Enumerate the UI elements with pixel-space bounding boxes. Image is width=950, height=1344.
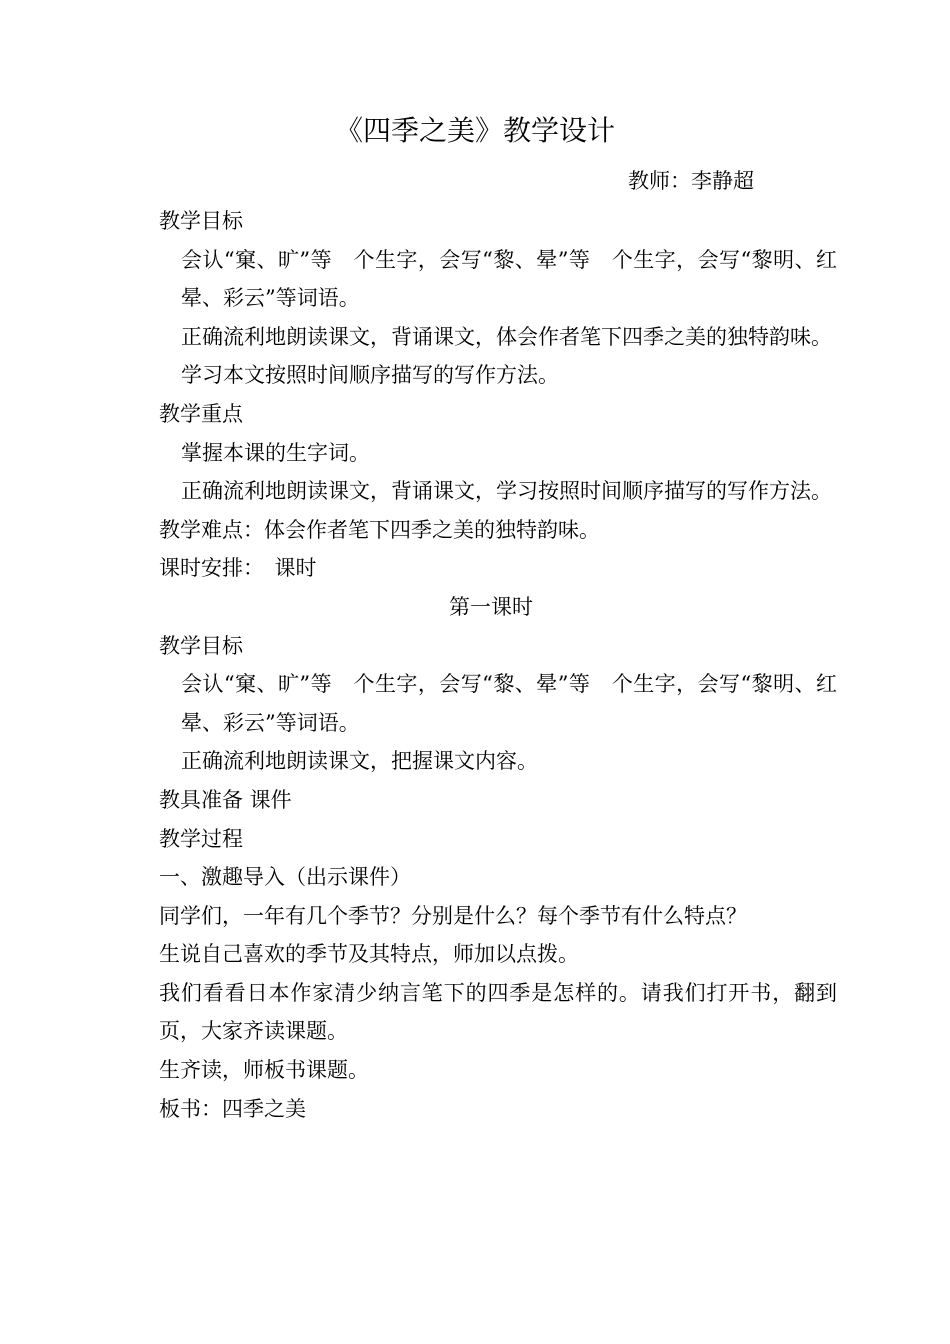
paragraph: 同学们，一年有几个季节？分别是什么？每个季节有什么特点？ bbox=[159, 903, 747, 928]
paragraph: 我们看看日本作家清少纳言笔下的四季是怎样的。请我们打开书，翻到 页，大家齐读课题。 bbox=[159, 980, 858, 1044]
paragraph: 教学重点 bbox=[159, 401, 243, 426]
paragraph: 掌握本课的生字词。 bbox=[181, 440, 370, 465]
document-title: 《四季之美》教学设计 bbox=[334, 114, 615, 147]
author-line: 教师：李静超 bbox=[628, 169, 754, 193]
paragraph: 会认“窠、旷”等 个生字，会写“黎、晕”等 个生字，会写“黎明、红晕、彩云”等词语。 bbox=[181, 672, 837, 735]
paragraph: 会认“窠、旷”等 个生字，会写“黎、晕”等 个生字，会写“黎明、红晕、彩云”等词语。 bbox=[181, 247, 837, 311]
paragraph: 生齐读，师板书课题。 bbox=[159, 1058, 369, 1083]
paragraph: 正确流利地朗读课文，背诵课文，体会作者笔下四季之美的独特韵味。 bbox=[181, 324, 832, 349]
paragraph: 正确流利地朗读课文，背诵课文，学习按照时间顺序描写的写作方法。 bbox=[181, 479, 832, 504]
paragraph: 教学过程 bbox=[159, 826, 243, 851]
paragraph: 教学目标 bbox=[159, 209, 243, 233]
paragraph: 生说自己喜欢的季节及其特点，师加以点拨。 bbox=[159, 942, 579, 967]
paragraph: 教学难点：体会作者笔下四季之美的独特韵味。 bbox=[159, 517, 600, 542]
paragraph: 课时安排： 课时 bbox=[159, 556, 317, 581]
paragraph: 教学目标 bbox=[159, 633, 243, 658]
paragraph: 板书：四季之美 bbox=[159, 1096, 306, 1121]
document-body bbox=[115, 202, 858, 1128]
paragraph: 教具准备 课件 bbox=[159, 787, 292, 812]
paragraph: 一、激趣导入（出示课件） bbox=[159, 865, 411, 890]
paragraph: 第一课时 bbox=[449, 594, 533, 619]
paragraph: 学习本文按照时间顺序描写的写作方法。 bbox=[181, 363, 559, 388]
paragraph: 正确流利地朗读课文，把握课文内容。 bbox=[181, 749, 538, 774]
